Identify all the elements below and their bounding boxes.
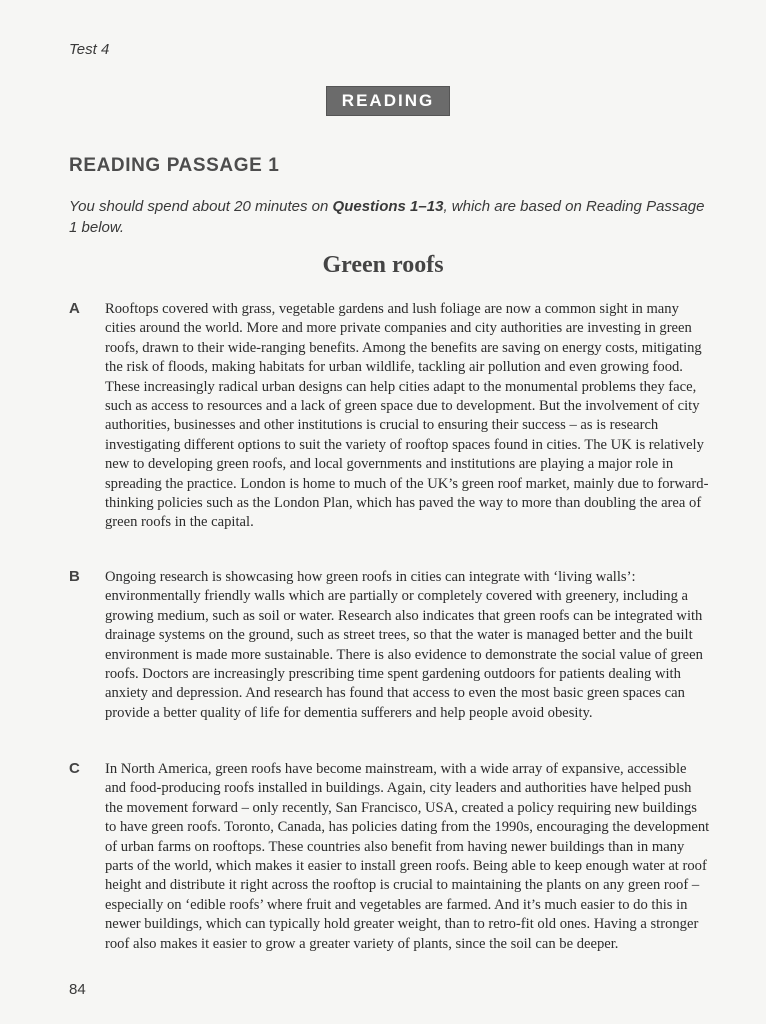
paragraph-c <box>69 760 719 954</box>
paragraph-text: In North America, green roofs have become mainstream, with a wide array of expansive, accessible and food-producing roofs installed in buildings. Again, city leaders and authorities have helped push the movement forward – only recently, San Francisco, USA, created a policy requiring new buildings to have green roofs. Toronto, Canada, has policies dating from the 1990s, encouraging the development of urban farms on rooftops. These countries also benefit from having newer buildings than in many parts of the world, which makes it easier to install green roofs. Being able to keep enough water at roof height and distribute it right across the rooftop is crucial to maintaining the plants on any green roof – especially on ‘edible roofs’ where fruit and vegetables are farmed. And it’s much easier to do this in newer buildings, which can typically hold greater weight, than to retro-fit old ones. Having a stronger roof also makes it easier to grow a greater variety of plants, since the soil can be deeper. <box>105 761 710 952</box>
passage-heading: READING PASSAGE 1 <box>69 155 280 176</box>
paragraph-letter: C <box>69 760 80 777</box>
instructions-part2: , which are based on Reading Passage 1 below. <box>69 198 705 236</box>
page-number: 84 <box>69 981 86 998</box>
instructions-questions-range: Questions 1–13 <box>332 198 444 215</box>
article-title: Green roofs <box>322 252 444 278</box>
paragraph-letter: A <box>69 300 80 317</box>
reading-section-banner: READING <box>326 86 450 116</box>
paragraph-b <box>69 568 719 723</box>
paragraph-a <box>69 300 719 533</box>
paragraph-text: Ongoing research is showcasing how green roofs in cities can integrate with ‘living walls’: environmentally friendly walls which are partially or completely covered with greenery, including a growing medium, such as soil or water. Research also indicates that green roofs can be integrated with drainage systems on the ground, such as street trees, so that the water is managed better and the built environment is made more sustainable. There is also evidence to demonstrate the social value of green roofs. Doctors are increasingly prescribing time spent gardening outdoors for patients dealing with anxiety and depression. And research has found that access to even the most basic green spaces can provide a better quality of life for dementia sufferers and help people avoid obesity. <box>105 569 703 721</box>
instructions-part1: You should spend about 20 minutes on <box>69 198 333 215</box>
instructions <box>69 196 709 238</box>
paragraph-letter: B <box>69 568 80 585</box>
paragraph-text: Rooftops covered with grass, vegetable gardens and lush foliage are now a common sight in many cities around the world. More and more private companies and city authorities are investing in green roofs, drawn to their wide-ranging benefits. Among the benefits are saving on energy costs, mitigating the risk of floods, making habitats for urban wildlife, tackling air pollution and even growing food. These increasingly radical urban designs can help cities adapt to the monumental problems they face, such as access to resources and a lack of green space due to development. But the involvement of city authorities, businesses and other institutions is crucial to ensuring their success – as is research investigating different options to suit the variety of rooftop spaces found in cities. The UK is relatively new to developing green roofs, and local governments and institutions are playing a major role in spreading the practice. London is home to much of the UK’s green roof market, mainly due to forward-thinking policies such as the London Plan, which has paved the way to more than doubling the area of green roofs in the capital. <box>105 301 709 531</box>
test-label: Test 4 <box>69 41 110 58</box>
